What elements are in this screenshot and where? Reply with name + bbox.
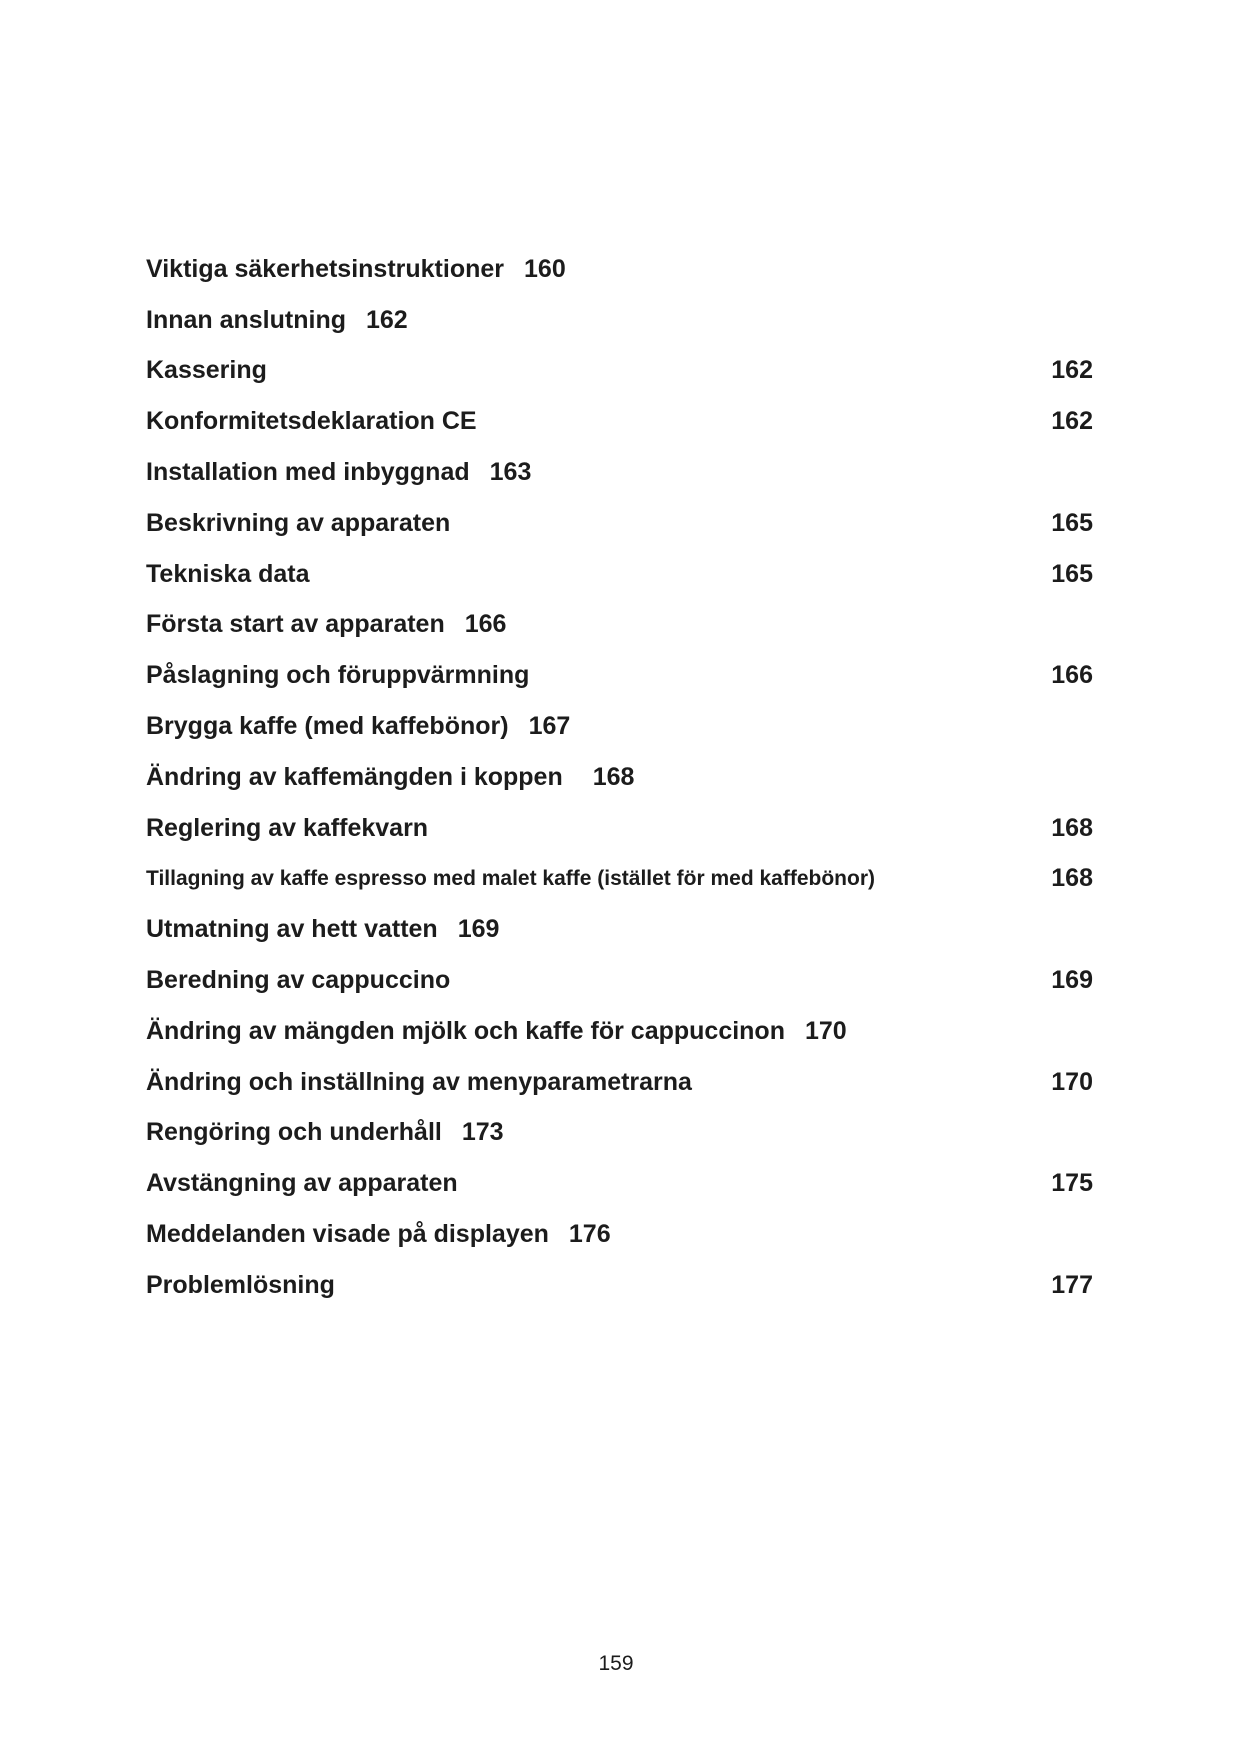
toc-entry-title: Beskrivning av apparaten xyxy=(146,508,451,537)
toc-entry xyxy=(146,295,1093,346)
toc-entry-page: 173 xyxy=(461,1118,504,1147)
toc-entry xyxy=(146,549,1093,600)
table-of-contents xyxy=(146,244,1093,1311)
toc-entry-page: 160 xyxy=(524,254,566,283)
toc-entry-title: Innan anslutning xyxy=(146,305,346,334)
toc-entry xyxy=(146,498,1093,549)
toc-entry-title: Kassering xyxy=(146,356,267,385)
page-number: 159 xyxy=(598,1652,634,1675)
toc-entry-page: 175 xyxy=(1051,1169,1093,1198)
toc-entry xyxy=(146,1158,1093,1209)
toc-entry xyxy=(146,447,1093,498)
toc-entry xyxy=(146,955,1093,1006)
toc-entry-page: 163 xyxy=(489,458,532,487)
toc-entry-title: Rengöring och underhåll xyxy=(146,1118,442,1147)
toc-entry-title: Viktiga säkerhetsinstruktioner xyxy=(146,254,505,283)
toc-entry-title: Ändring och inställning av menyparametrarna xyxy=(146,1067,692,1096)
toc-entry-page: 170 xyxy=(1051,1067,1093,1096)
toc-entry xyxy=(146,1006,1093,1057)
toc-entry-page: 169 xyxy=(1051,966,1093,995)
toc-entry-page: 165 xyxy=(1051,508,1093,537)
toc-entry xyxy=(146,1260,1093,1311)
toc-entry-page: 168 xyxy=(1051,864,1093,893)
toc-entry xyxy=(146,650,1093,701)
toc-entry xyxy=(146,752,1093,803)
toc-entry-title: Påslagning och föruppvärmning xyxy=(146,661,530,690)
toc-entry-title: Tillagning av kaffe espresso med malet kaffe (istället för med kaffebönor) xyxy=(146,866,875,890)
toc-entry-page: 177 xyxy=(1051,1270,1093,1299)
toc-entry-page: 170 xyxy=(804,1016,847,1045)
toc-entry-title: Första start av apparaten xyxy=(146,610,445,639)
toc-entry-title: Installation med inbyggnad xyxy=(146,458,470,487)
toc-entry-page: 166 xyxy=(464,610,507,639)
toc-entry xyxy=(146,1108,1093,1159)
toc-entry xyxy=(146,803,1093,854)
toc-entry xyxy=(146,396,1093,447)
toc-entry-title: Beredning av cappuccino xyxy=(146,966,451,995)
toc-entry-title: Meddelanden visade på displayen xyxy=(146,1220,549,1249)
toc-entry-page: 162 xyxy=(366,305,408,334)
toc-entry-title: Reglering av kaffekvarn xyxy=(146,813,429,842)
toc-entry xyxy=(146,600,1093,651)
toc-entry-title: Tekniska data xyxy=(146,559,310,588)
toc-entry-page: 168 xyxy=(1051,813,1093,842)
toc-entry-page: 165 xyxy=(1051,559,1093,588)
toc-entry-title: Brygga kaffe (med kaffebönor) xyxy=(146,712,509,741)
toc-entry xyxy=(146,854,1093,905)
toc-entry-title: Ändring av mängden mjölk och kaffe för cappuccinon xyxy=(146,1016,785,1045)
toc-entry-title: Konformitetsdeklaration CE xyxy=(146,407,477,436)
toc-entry-title: Ändring av kaffemängden i koppen xyxy=(146,762,563,791)
toc-entry-page: 176 xyxy=(568,1220,611,1249)
toc-entry-page: 168 xyxy=(592,762,635,791)
toc-entry-page: 162 xyxy=(1051,356,1093,385)
toc-entry-title: Problemlösning xyxy=(146,1270,335,1299)
toc-entry-page: 169 xyxy=(457,915,500,944)
toc-entry xyxy=(146,904,1093,955)
toc-entry-title: Utmatning av hett vatten xyxy=(146,915,438,944)
toc-entry-page: 166 xyxy=(1051,661,1093,690)
toc-entry-page: 167 xyxy=(528,712,571,741)
toc-entry xyxy=(146,701,1093,752)
toc-entry-page: 162 xyxy=(1051,407,1093,436)
toc-entry xyxy=(146,244,1093,295)
toc-entry xyxy=(146,346,1093,397)
toc-entry xyxy=(146,1057,1093,1108)
toc-entry-title: Avstängning av apparaten xyxy=(146,1169,458,1198)
toc-entry xyxy=(146,1209,1093,1260)
